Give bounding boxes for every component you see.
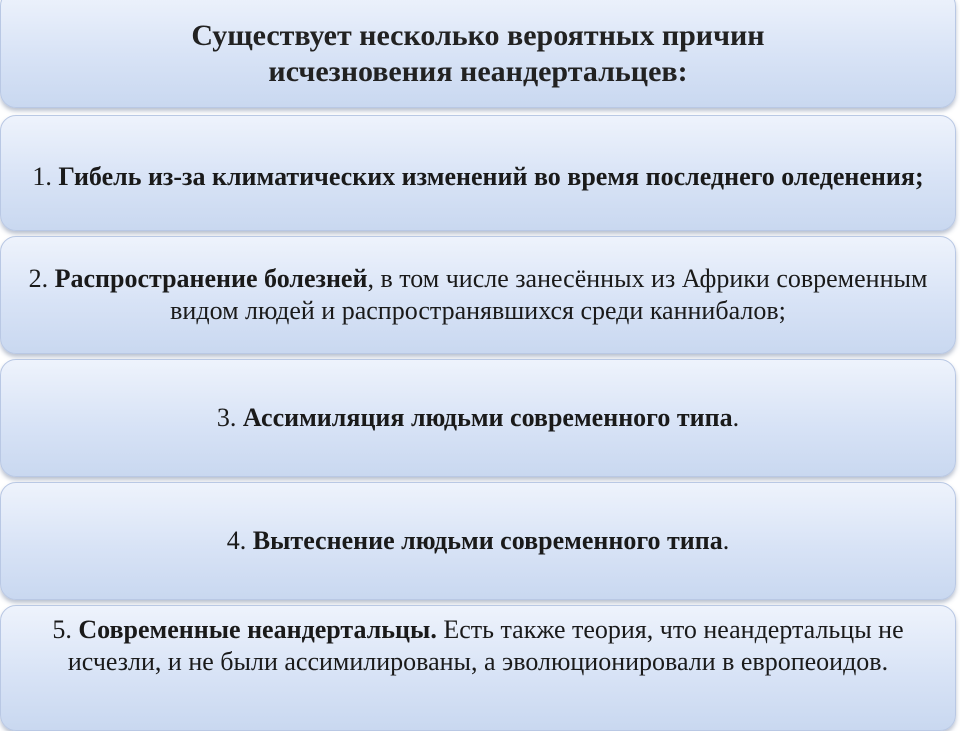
cause-text-2: [21, 263, 935, 327]
cause-rest-text: , в том числе занесённых из Африки современным видом людей и распространявшихся среди каннибалов;: [170, 264, 928, 325]
cause-text-5: [21, 614, 935, 678]
cause-number: 2.: [28, 264, 49, 293]
cause-box-2: [0, 236, 956, 354]
title-box: [0, 0, 956, 108]
cause-box-3: [0, 359, 956, 477]
cause-rest-text: .: [732, 403, 740, 432]
cause-bold-text: Распространение болезней: [54, 264, 368, 293]
cause-text-3: [217, 402, 739, 434]
cause-box-4: [0, 482, 956, 600]
cause-text-1: [32, 153, 923, 193]
cause-number: 1.: [32, 162, 52, 191]
cause-bold-text: Гибель из-за климатических изменений во время последнего оледенения;: [58, 162, 924, 191]
cause-number: 5.: [52, 615, 72, 644]
cause-bold-text: Ассимиляция людьми современного типа: [242, 403, 733, 432]
title-line-1: Существует несколько вероятных причин: [191, 19, 765, 52]
cause-number: 3.: [216, 403, 237, 432]
cause-box-5: [0, 605, 956, 731]
cause-rest-text: Есть также теория, что неандертальцы не исчезли, и не были ассимилированы, а эволюционировали в европеоидов.: [67, 615, 904, 676]
cause-number: 4.: [226, 526, 247, 555]
cause-box-1: [0, 115, 956, 231]
slide-title: [191, 18, 764, 90]
cause-rest-text: .: [722, 526, 730, 555]
cause-text-4: [227, 525, 729, 557]
cause-bold-text: Современные неандертальцы.: [78, 615, 437, 644]
cause-bold-text: Вытеснение людьми современного типа: [252, 526, 723, 555]
title-line-2: исчезновения неандертальцев:: [268, 55, 688, 88]
